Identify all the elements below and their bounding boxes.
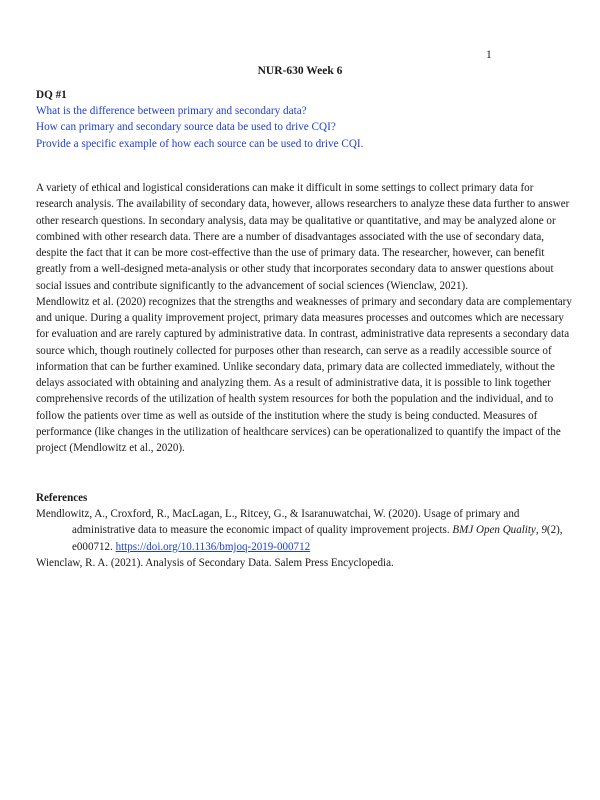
reference-volume: 9	[541, 524, 547, 537]
discussion-question-block	[36, 87, 576, 152]
body-text	[36, 180, 572, 456]
body-paragraph: A variety of ethical and logistical considerations can make it difficult in some settings to collect primary data for research analysis. The availability of secondary data, however, allows researchers to analyze these data further to answer other research questions. In secondary analysis, data may be qualitative or quantitative, and may be analyzed alone or combined with other research data. There are a number of disadvantages associated with the use of secondary data, despite the fact that it can be more cost-effective than the use of primary data. The researcher, however, can benefit greatly from a well-designed meta-analysis or other study that incorporates secondary data to answer questions about social issues and contribute significantly to the advancement of social sciences (Wienclaw, 2021).	[36, 182, 570, 292]
page-number: 1	[486, 49, 492, 61]
reference-doi-link[interactable]: https://doi.org/10.1136/bmjoq-2019-000712	[115, 540, 311, 553]
reference-entry: Wienclaw, R. A. (2021). Analysis of Secondary Data. Salem Press Encyclopedia.	[36, 556, 394, 569]
reference-separator: ,	[535, 524, 542, 537]
reference-entry	[36, 506, 572, 555]
reference-authors-title: Mendlowitz, A., Croxford, R., MacLagan, L., Ritcey, G., & Isaranuwatchai, W. (2020). Usage of primary and administrative data to measure the economic impact of quality improvement projects.	[36, 508, 520, 537]
reference-journal: BMJ Open Quality	[452, 524, 536, 537]
reference-issue: (2), e000712.	[72, 524, 563, 553]
body-paragraph: Mendlowitz et al. (2020) recognizes that the strengths and weaknesses of primary and secondary data are complementary and unique. During a quality improvement project, primary data measures processes and outcomes which are necessary for evaluation and are rarely captured by administrative data. In contrast, administrative data represents a secondary data source which, though routinely collected for purposes other than research, can serve as a readily accessible source of information that can be further examined. Unlike secondary data, primary data are collected immediately, without the delays associated with obtaining and analyzing them. As a result of administrative data, it is possible to link together comprehensive records of the utilization of health system resources for both the population and the individual, and to follow the patients over time as well as outside of the institution where the study is being conducted. Measures of performance (like changes in the utilization of healthcare services) can be operationalized to quantify the impact of the project (Mendlowitz et al., 2020).	[36, 295, 572, 454]
dq-question: How can primary and secondary source data be used to drive CQI?	[36, 121, 336, 134]
document-title: NUR-630 Week 6	[257, 65, 343, 77]
references-heading: References	[36, 492, 88, 504]
dq-heading: DQ #1	[36, 89, 67, 101]
dq-question: What is the difference between primary and secondary data?	[36, 105, 307, 118]
dq-question: Provide a specific example of how each source can be used to drive CQI.	[36, 137, 364, 150]
references-section	[36, 490, 572, 571]
